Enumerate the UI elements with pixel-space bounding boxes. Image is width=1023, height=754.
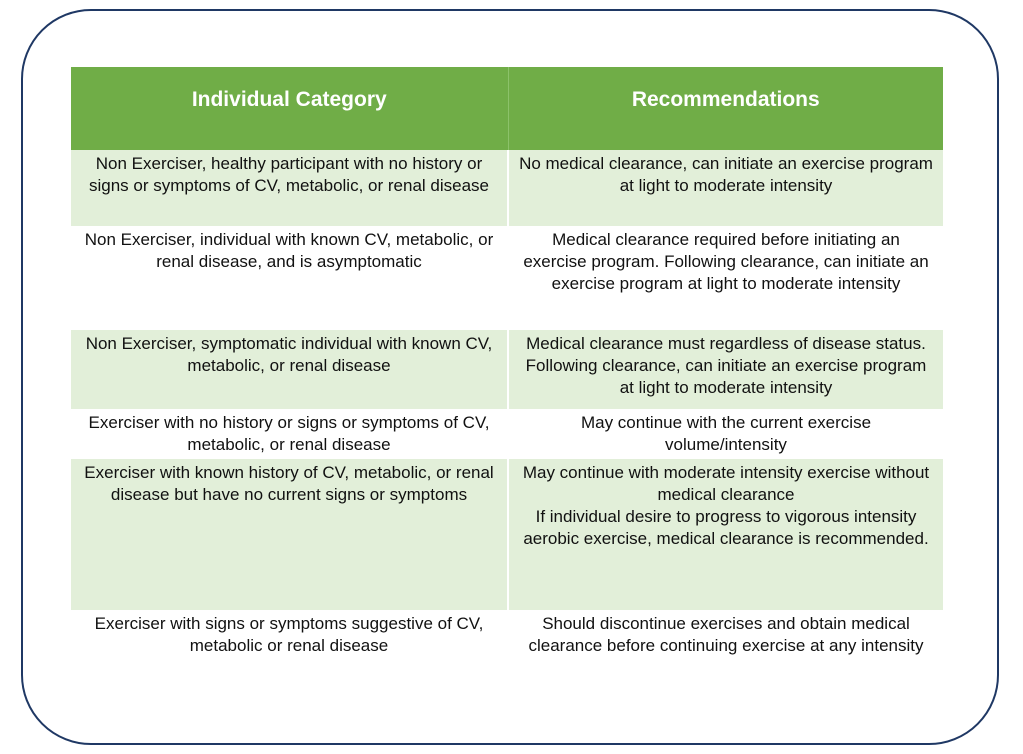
recommendation-cell: Medical clearance required before initiating an exercise program. Following clearance, can initiate an exercise program at light to moderate intensity (508, 226, 943, 330)
category-cell: Exerciser with no history or signs or symptoms of CV, metabolic, or renal disease (71, 409, 508, 459)
header-individual-category: Individual Category (71, 67, 508, 150)
recommendation-cell: May continue with the current exercise volume/intensity (508, 409, 943, 459)
recommendation-cell: Should discontinue exercises and obtain medical clearance before continuing exercise at any intensity (508, 610, 943, 700)
header-recommendations: Recommendations (508, 67, 943, 150)
table-row (71, 226, 943, 330)
table-row (71, 610, 943, 700)
recommendation-line-1: May continue with moderate intensity exercise without medical clearance (522, 463, 930, 504)
category-cell: Non Exerciser, individual with known CV, metabolic, or renal disease, and is asymptomatic (71, 226, 508, 330)
category-cell: Exerciser with signs or symptoms suggestive of CV, metabolic or renal disease (71, 610, 508, 700)
recommendation-line-2: If individual desire to progress to vigorous intensity aerobic exercise, medical clearance is recommended. (523, 507, 929, 548)
category-cell: Non Exerciser, healthy participant with no history or signs or symptoms of CV, metabolic, or renal disease (71, 150, 508, 226)
recommendation-cell: No medical clearance, can initiate an exercise program at light to moderate intensity (508, 150, 943, 226)
recommendation-cell (508, 459, 943, 610)
category-cell: Exerciser with known history of CV, metabolic, or renal disease but have no current signs or symptoms (71, 459, 508, 610)
recommendation-cell: Medical clearance must regardless of disease status. Following clearance, can initiate an exercise program at light to moderate intensity (508, 330, 943, 409)
table-row (71, 409, 943, 459)
table-row (71, 330, 943, 409)
table-row (71, 459, 943, 610)
header-row (71, 67, 943, 150)
recommendations-table (71, 67, 943, 700)
category-cell: Non Exerciser, symptomatic individual with known CV, metabolic, or renal disease (71, 330, 508, 409)
table-row (71, 150, 943, 226)
